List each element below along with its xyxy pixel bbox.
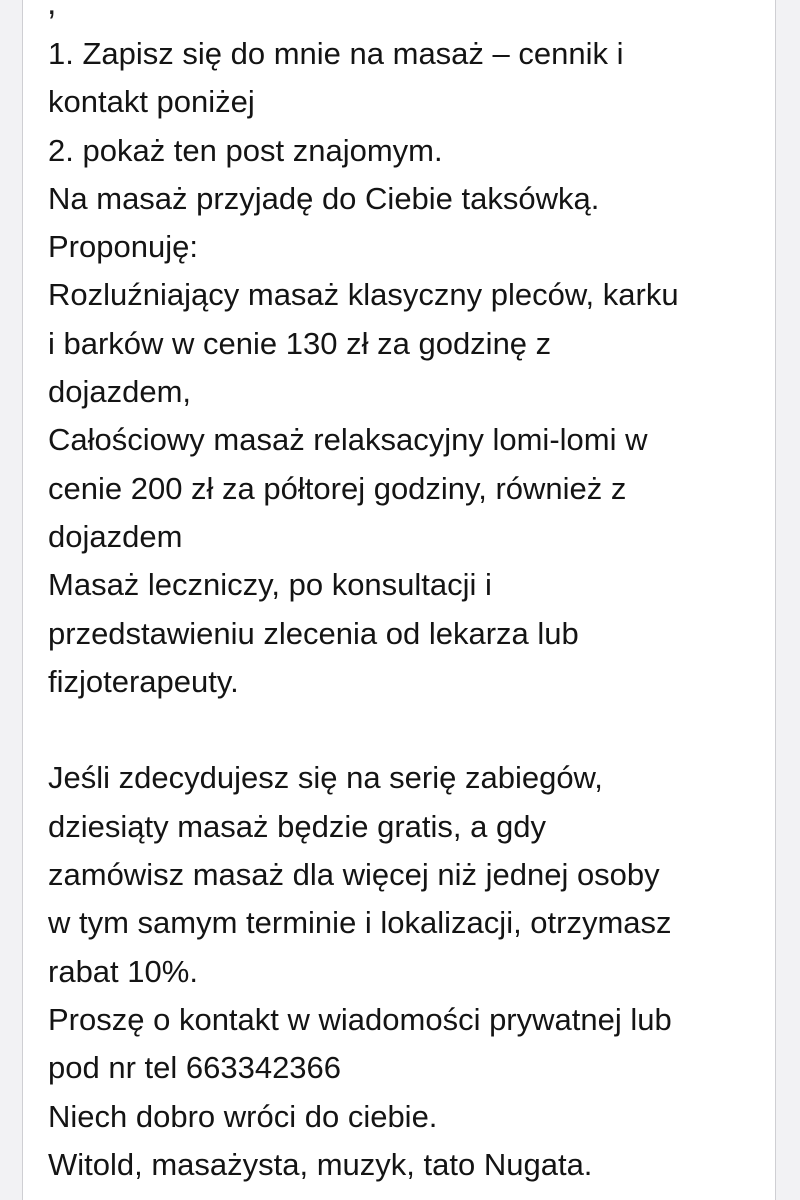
post-line: zamówisz masaż dla więcej niż jednej osoby <box>48 857 660 893</box>
post-line: fizjoterapeuty. <box>48 663 239 699</box>
post-line: kontakt poniżej <box>48 84 255 120</box>
post-line: Proponuję: <box>48 229 198 265</box>
post-line: przedstawieniu zlecenia od lekarza lub <box>48 615 579 651</box>
paragraph-gap <box>48 706 768 754</box>
post-line: Na masaż przyjadę do Ciebie taksówką. <box>48 180 600 216</box>
post-line: pod nr tel 663342366 <box>48 1050 342 1086</box>
post-card <box>22 0 776 1200</box>
post-line: dojazdem, <box>48 374 192 410</box>
post-line: Całościowy masaż relaksacyjny lomi-lomi w <box>48 422 648 458</box>
post-line: w tym samym terminie i lokalizacji, otrzymasz <box>48 905 672 941</box>
clipped-previous-line: , <box>47 0 57 22</box>
post-line: Proszę o kontakt w wiadomości prywatnej lub <box>48 1001 672 1037</box>
post-line: 1. Zapisz się do mnie na masaż – cennik i <box>48 36 624 71</box>
post-line: i barków w cenie 130 zł za godzinę z <box>48 325 552 361</box>
post-line: rabat 10%. <box>48 953 198 989</box>
post-line: 2. pokaż ten post znajomym. <box>48 132 443 168</box>
post-line: Niech dobro wróci do ciebie. <box>48 1098 438 1134</box>
post-line: dojazdem <box>48 518 183 554</box>
post-line: cenie 200 zł za półtorej godziny, również z <box>48 470 627 506</box>
post-line: Jeśli zdecydujesz się na serię zabiegów, <box>48 760 603 796</box>
post-line: dziesiąty masaż będzie gratis, a gdy <box>48 808 546 844</box>
post-body <box>48 30 768 1189</box>
post-line: Rozluźniający masaż klasyczny pleców, karku <box>48 277 679 313</box>
post-line: Witold, masażysta, muzyk, tato Nugata. <box>48 1146 593 1182</box>
post-line: Masaż leczniczy, po konsultacji i <box>48 567 492 603</box>
